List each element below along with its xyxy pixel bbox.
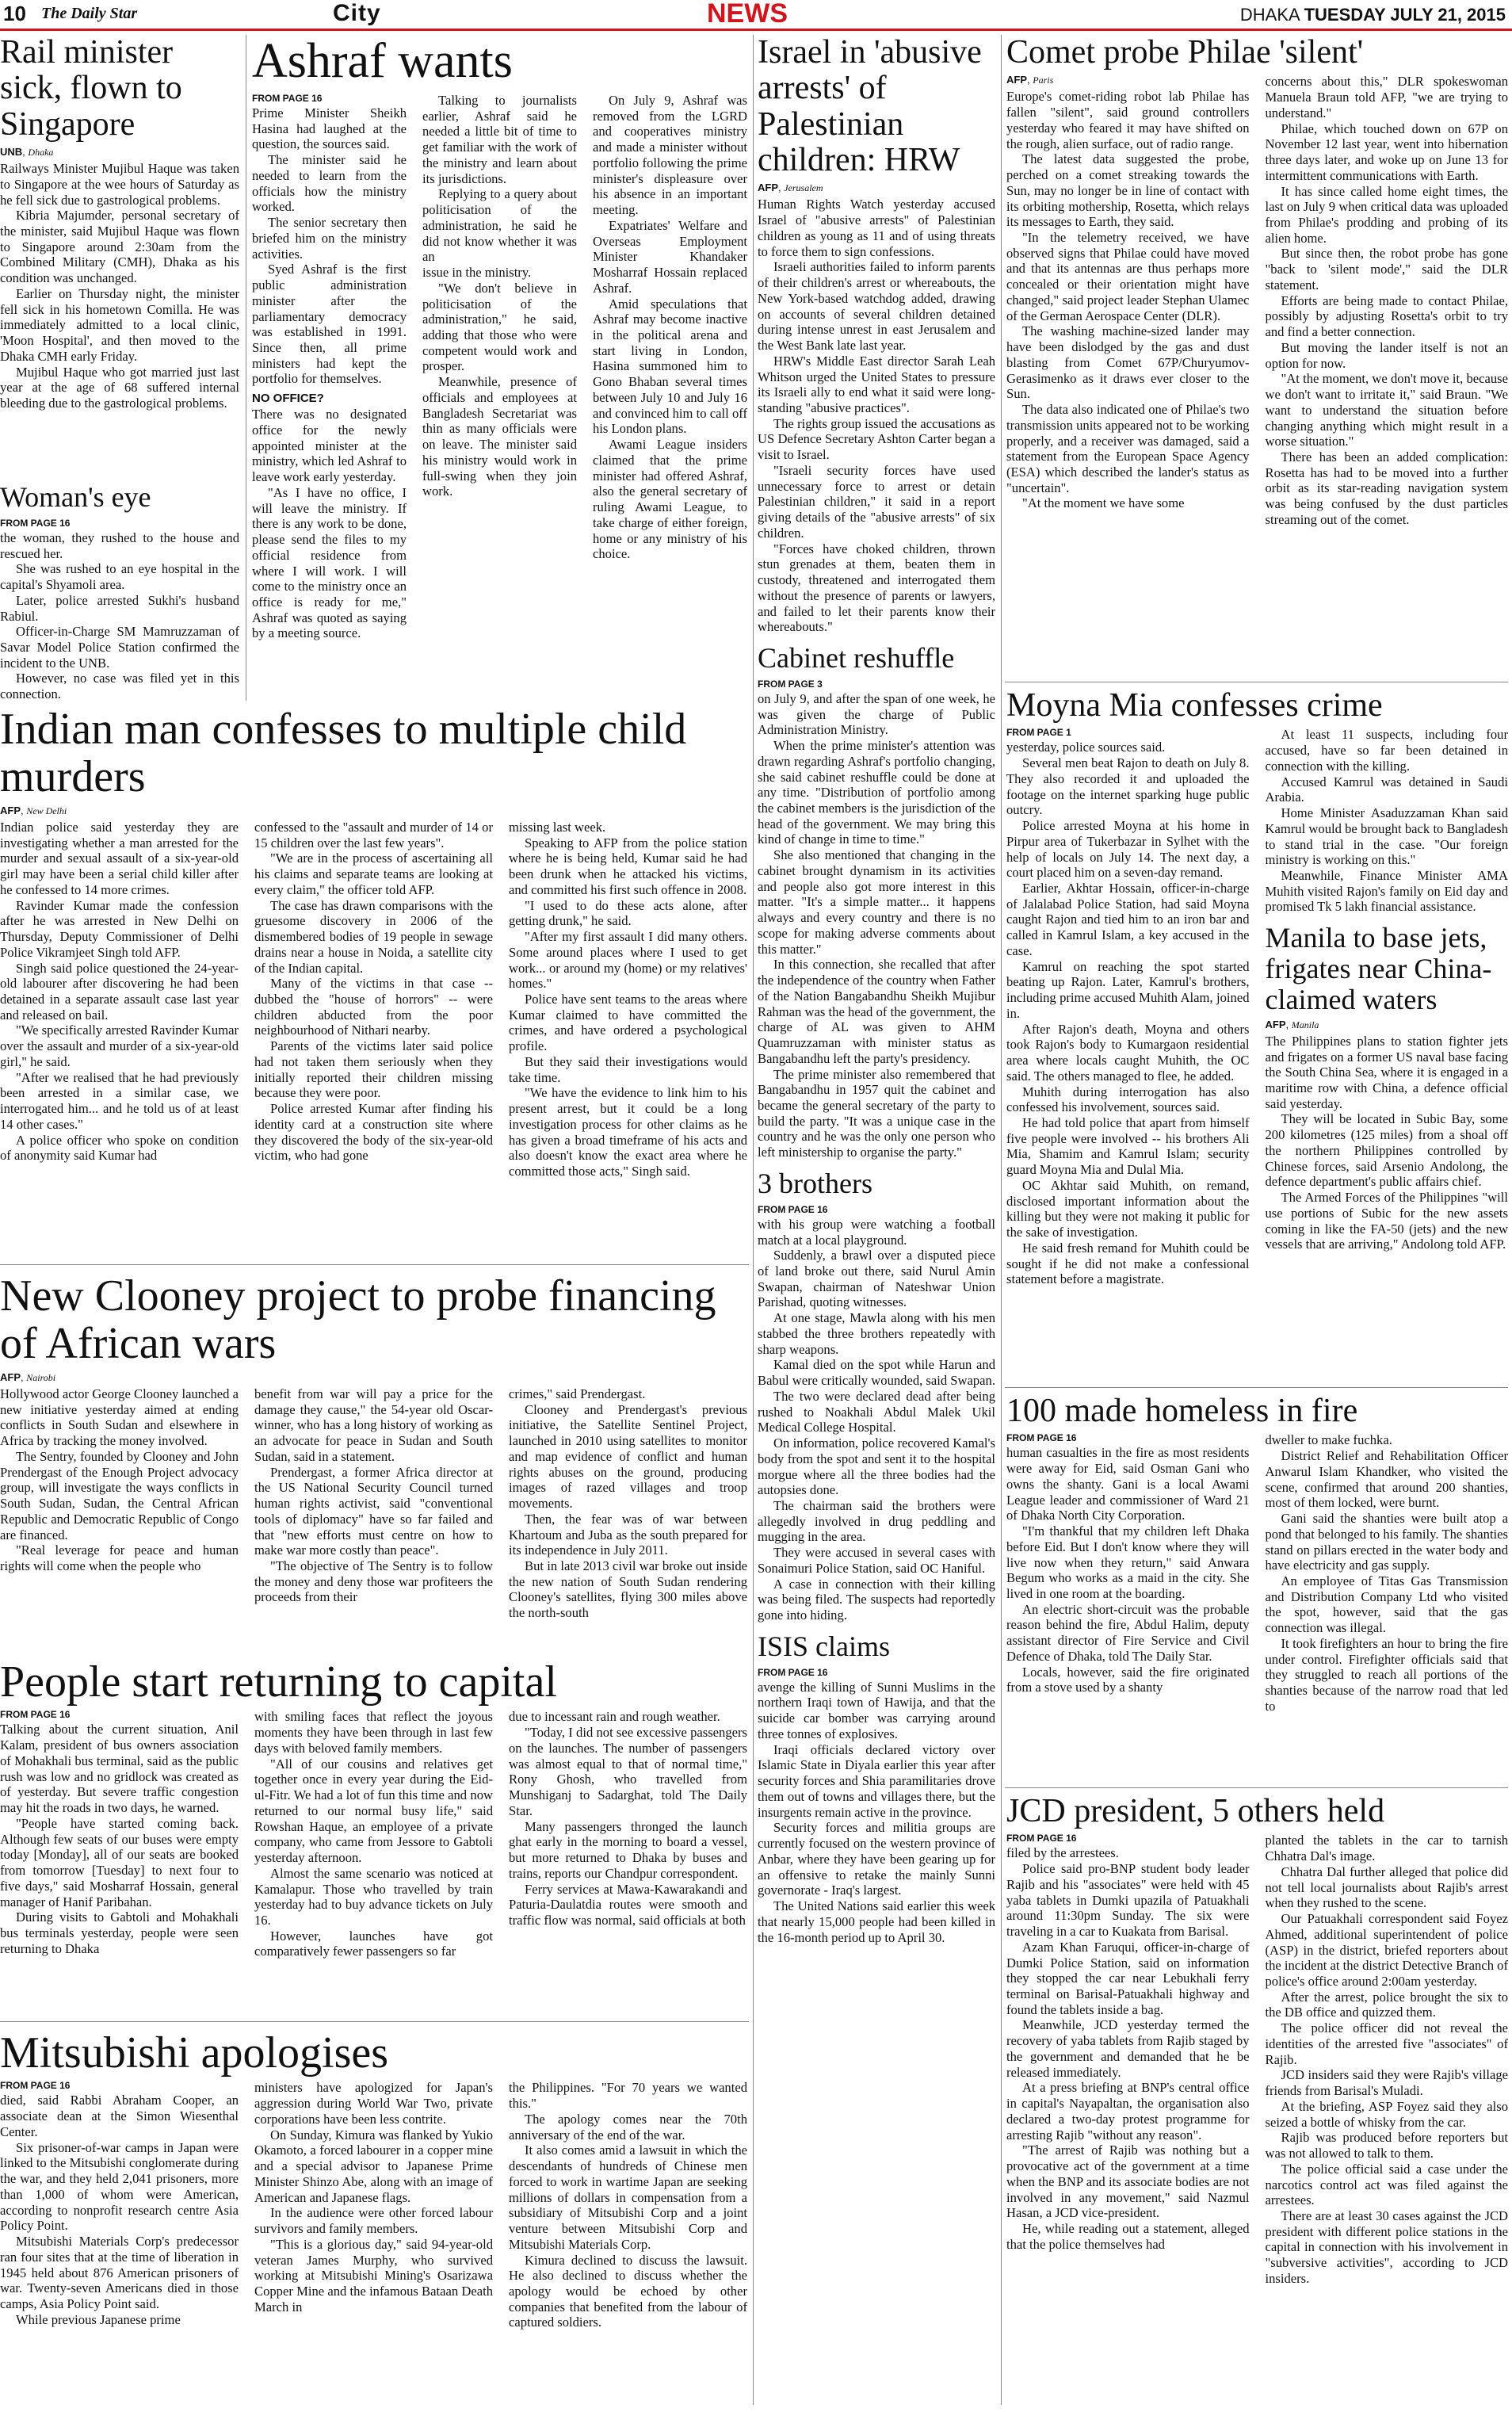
date-full: TUESDAY JULY 21, 2015 — [1304, 5, 1506, 25]
paragraph: The rights group issued the accusations as US Defence Secretary Ashton Carter began a visit to Israel. — [758, 415, 995, 463]
paragraph: The minister said he needed to learn from the officials how the ministry worked. — [252, 152, 407, 215]
paragraph: JCD insiders said they were Rajib's village friends from Barisal's Muladi. — [1265, 2067, 1508, 2099]
paragraph: benefit from war will pay a price for the damage they cause," the 54-year old Oscar-winner, who has a long history of working as an advocate for peace in Sudan and South Sudan, said in a statement. — [254, 1386, 493, 1464]
date-city: DHAKA — [1239, 5, 1300, 25]
paragraph: Earlier on Thursday night, the minister fell sick in his hometown Comilla. He was immediately admitted to a local clinic, 'Moon Hospital', and then moved to the Dhaka CMH early Friday. — [0, 285, 239, 364]
paragraph: "I used to do these acts alone, after getting drunk," he said. — [509, 897, 747, 929]
paragraph: An electric short-circuit was the probable reason behind the fire, Abdul Halim, deputy assistant director of Fire Service and Civil Defence of Dhaka, told The Daily Star. — [1006, 1601, 1250, 1664]
paragraph: Azam Khan Faruqui, officer-in-charge of Dumki Police Station, said on information they stopped the car near Lebukhali ferry terminal on Barisal-Patuakhali highway and found the tablets inside a bag. — [1006, 1939, 1250, 2017]
article-column — [254, 820, 493, 1179]
story-three-brothers — [758, 1168, 995, 1623]
paragraph: It has since called home eight times, the last on July 9 when critical data was uploaded from Philae's prodding and probing of its alien home. — [1265, 183, 1508, 246]
dateline: AFP, Nairobi — [0, 1370, 56, 1383]
paragraph: "Real leverage for peace and human rights will come when the people who — [0, 1542, 239, 1574]
paragraph: Locals, however, said the fire originated from a stove used by a shanty — [1006, 1664, 1250, 1695]
paragraph: Israeli authorities failed to inform parents of their children's arrest or whereabouts, the New York-based watchdog added, drawing on accounts of several children detained during intense unrest in east Jerusalem and the West Bank late last year. — [758, 259, 995, 354]
paragraph: He said fresh remand for Muhith could be sought if he did not make a confessional statement before a magistrate. — [1006, 1240, 1250, 1287]
story-rail-minister — [0, 35, 239, 411]
paragraph: "As I have no office, I will leave the ministry. If there is any work to be done, please send the files to my official residence from where I will work. I will come to the ministry once an office is ready for me," Ashraf was quoted as saying by a meeting source. — [252, 484, 407, 641]
paragraph: missing last week. — [509, 819, 606, 835]
paragraph: At least 11 suspects, including four accused, have so far been detained in connection with the killing. — [1265, 727, 1508, 774]
paragraph: on July 9, and after the span of one week, he was given the charge of Public Administration Ministry. — [758, 690, 995, 738]
headline: Mitsubishi apologises — [0, 2028, 389, 2078]
paragraph: "We don't believe in politicisation of the administration," he said, adding that those who were competent would work and prosper. — [422, 280, 577, 374]
paragraph: with smiling faces that reflect the joyous moments they have been through in last few days with beloved family members. — [254, 1709, 493, 1756]
paragraph: Iraqi officials declared victory over Islamic State in Diyala earlier this year after security forces and Shia paramilitaries drove them out of towns and villages there, but the insurgents remain active in the province. — [758, 1741, 995, 1820]
paragraph: They will be located in Subic Bay, some 200 kilometres (125 miles) from a shoal off the northern Philippines controlled by Chinese forces, said Arsenio Andolong, the defence department's public affairs chief. — [1265, 1111, 1508, 1190]
headline: Woman's eye — [0, 481, 151, 513]
paragraph: "In the telemetry received, we have observed signs that Philae could have moved and that its antennas are thus perhaps more concealed or their orientation might have changed," said project leader Stephan Ulamec of the German Aerospace Center (DLR). — [1006, 229, 1250, 323]
paragraph: Prime Minister Sheikh Hasina had laughed at the question, the sources said. — [252, 105, 407, 152]
category-label: NEWS — [707, 0, 788, 29]
paragraph: There has been an added complication: Rosetta has had to be moved into a further orbit as its star-reading navigation system was being confused by the dust particles streaming out of the comet. — [1265, 449, 1508, 527]
paragraph: Several men beat Rajon to death on July 8. They also recorded it and uploaded the footage on the internet sparking huge public outcry. — [1006, 755, 1250, 818]
paragraph: Philae, which touched down on 67P on November 12 last year, went into hibernation three days later, and woke up on June 13 for intermittent communications with Earth. — [1265, 120, 1508, 183]
paragraph: "Israeli security forces have used unnecessary force to arrest or detain Palestinian children," it said in a report giving details of the "abusive arrests" of six children. — [758, 462, 995, 541]
paragraph: Replying to a query about politicisation of the administration, he said he did not know whether it was an — [422, 186, 577, 265]
paragraph: Suddenly, a brawl over a disputed piece of land broke out there, said Nurul Amin Swapan, chairman of Nateshwar Union Parishad, quoting witnesses. — [758, 1248, 995, 1310]
paragraph: Many of the victims in that case -- dubbed the "house of horrors" -- were children abducted from the poor neighbourhood of Nithari nearby. — [254, 976, 493, 1038]
paragraph: District Relief and Rehabilitation Officer Anwarul Islam Khandker, who visited the scene, confirmed that around 200 shanties, most of them locked, were burnt. — [1265, 1448, 1508, 1511]
paragraph: Syed Ashraf is the first public administration minister after the parliamentary democracy was established in 1991. Since then, all prime ministers had kept the portfolio for themselves. — [252, 262, 407, 387]
paragraph: planted the tablets in the car to tarnish Chhatra Dal's image. — [1265, 1833, 1508, 1864]
paragraph: "The objective of The Sentry is to follow the money and deny those war profiteers the proceeds from their — [254, 1558, 493, 1605]
paragraph: She also mentioned that changing in the cabinet brought dynamism in its activities and people also got more interest in this matter. "It's a simple matter... it happens always and every country and there is no scope for making adverse comments about this matter." — [758, 847, 995, 957]
story-ashraf-wants — [252, 35, 747, 641]
story-womans-eye — [0, 482, 239, 702]
paragraph: Kibria Majumder, personal secretary of the minister, said Mujibul Haque was flown to Singapore around 2:30am from the Combined Military (CMH), Dhaka as his condition was unchanged. — [0, 208, 239, 286]
paragraph: The Armed Forces of the Philippines "will use portions of Subic for the new assets coming in like the FA-50 (jets) and the new vessels that are arriving," Andolong told AFP. — [1265, 1190, 1508, 1252]
story-people-returning — [0, 1658, 747, 1959]
paragraph: "At the moment we have some — [1022, 495, 1185, 511]
paragraph: the Philippines. "For 70 years we wanted this." — [509, 2080, 747, 2112]
paragraph: There are at least 30 cases against the JCD president with different police stations in the capital in connection with his involvement in "subversive activities", according to JCD insiders. — [1265, 2207, 1508, 2286]
paragraph: "Forces have choked children, thrown stun grenades at them, beaten them in custody, threatened and interrogated them without the presence of parents or lawyers, and failed to let their parents know their whereabouts." — [758, 541, 995, 635]
paragraph: Muhith during interrogation has also confessed his involvement, sources said. — [1006, 1084, 1250, 1115]
paragraph: Ravinder Kumar made the confession after he was arrested in New Delhi on Thursday, Deputy Commissioner of Delhi Police Vikramjeet Singh told AFP. — [0, 897, 239, 960]
article-column — [1266, 727, 1509, 1287]
paragraph: Earlier, Akhtar Hossain, officer-in-charge of Jalalabad Police Station, had said Moyna caught Rajon and tied him to an iron bar and called in Kamrul Islam, a key accused in the case. — [1006, 880, 1250, 958]
paragraph: The two were declared dead after being rushed to Noakhali Abdul Malek Ukil Medical College Hospital. — [758, 1388, 995, 1435]
subheading: NO OFFICE? — [252, 392, 324, 406]
paragraph: The chairman said the brothers were allegedly involved in drug peddling and mugging in the area. — [758, 1498, 995, 1545]
story-manila-jets — [1266, 923, 1509, 1252]
paragraph: Talking to journalists earlier, Ashraf said he needed a little bit of time to get familiar with the work of the ministry and learn about its jurisdictions. — [422, 92, 577, 186]
from-page-label: FROM PAGE 16 — [0, 2080, 71, 2092]
paragraph: He, while reading out a statement, alleged that the police themselves had — [1006, 2220, 1250, 2252]
paragraph: He had told police that apart from himself five people were involved -- his brothers Ali Mia, Shamim and Kamrul Islam; security guard Moyna Mia and Dulal Mia. — [1006, 1114, 1250, 1178]
article-column — [1006, 1432, 1250, 1714]
paragraph: Human Rights Watch yesterday accused Israel of "abusive arrests" of Palestinian children as young as 11 and of using threats to force them to sign confessions. — [758, 197, 995, 259]
paragraph: Indian police said yesterday they are investigating whether a man arrested for the murder and sexual assault of a six-year-old girl may have been a serial child killer after he confessed to 14 more crimes. — [0, 819, 239, 897]
paragraph: But in late 2013 civil war broke out inside the new nation of South Sudan rendering Clooney's satellites, flying 300 miles above the north-south — [509, 1558, 747, 1621]
page-number: 10 — [3, 2, 26, 25]
paragraph: avenge the killing of Sunni Muslims in the northern Iraqi town of Hawija, and that the suicide car bomber was carrying around three tonnes of explosives. — [758, 1679, 995, 1741]
paper-name: The Daily Star — [41, 5, 138, 22]
dateline-place: Paris — [1033, 75, 1054, 86]
paragraph: Amid speculations that Ashraf may become inactive in the political arena and start living in London, Hasina summoned him to Gono Bhaban several times between July 10 and July 16 and convinced him to call off his London plans. — [593, 296, 747, 437]
paragraph: A police officer who spoke on condition of anonymity said Kumar had — [0, 1132, 239, 1164]
column-rule — [753, 35, 754, 2405]
byline: AFP — [0, 804, 21, 816]
headline: Rail minister sick, flown to Singapore — [0, 34, 182, 143]
article-column — [509, 2080, 747, 2330]
dateline: UNB, Dhaka — [0, 146, 54, 159]
paragraph: Six prisoner-of-war camps in Japan were linked to the Mitsubishi conglomerate during the war, and they held 2,041 prisoners, more than 1,000 of whom were American, according to nonprofit research centre Asia Policy Point. — [0, 2139, 239, 2234]
paragraph: Gani said the shanties were built atop a pond that belonged to his family. The shanties stand on pillars erected in the water body and have electricity and gas supply. — [1265, 1511, 1508, 1573]
dateline: AFP, Paris — [1006, 74, 1054, 86]
paragraph: "The arrest of Rajib was nothing but a provocative act of the government at a time when the BNP and its associate bodies are not involved in any movement," said Nazmul Hasan, a JCD vice-president. — [1006, 2143, 1250, 2221]
article-column — [254, 1709, 493, 1959]
dateline-place: Dhaka — [28, 147, 54, 159]
story-comet-probe — [1006, 35, 1508, 528]
from-page-label: FROM PAGE 16 — [758, 1203, 828, 1215]
article-column — [1006, 727, 1250, 1287]
story-cabinet-reshuffle — [758, 643, 995, 1160]
paragraph: The senior secretary then briefed him on the ministry activities. — [252, 215, 407, 262]
paragraph: However, launches have got comparatively fewer passengers so far — [254, 1928, 493, 1959]
paragraph: Talking about the current situation, Anil Kalam, president of bus owners association of Mohakhali bus terminal, said as the public rush was low and no gridlock was created as of yesterday. But severe traffic congestion may hit the roads in two days, he warned. — [0, 1722, 239, 1816]
headline: Cabinet reshuffle — [758, 642, 955, 674]
paragraph: The washing machine-sized lander may have been dislodged by the gas and dust blasting from Comet 67P/Churyumov-Gerasimenko as it draws ever closer to the Sun. — [1006, 323, 1250, 402]
paragraph: Our Patuakhali correspondent said Foyez Ahmed, additional superintendent of police (ASP) in the district, briefed reporters about the incident at the district Detective Branch of police's office around 2:00am yesterday. — [1265, 1911, 1508, 1989]
paragraph: HRW's Middle East director Sarah Leah Whitson urged the United States to pressure its Israeli ally to end what it said were long-standing "abusive practices". — [758, 353, 995, 415]
article-column — [1266, 74, 1509, 527]
article-column — [0, 1386, 239, 1621]
paragraph: Awami League insiders claimed that the prime minister had offered Ashraf, also the general secretary of ruling Awami League, to take charge of either foreign, home or any ministry of his choice. — [593, 437, 747, 562]
article-column — [509, 1709, 747, 1959]
from-page-label: FROM PAGE 16 — [1006, 1833, 1077, 1844]
article-column — [1006, 74, 1250, 527]
paragraph: Kimura declined to discuss the lawsuit. He also declined to discuss whether the apology would be echoed by other companies that benefited from the labour of captured soldiers. — [509, 2252, 747, 2330]
article-column — [1266, 1833, 1509, 2286]
paragraph: Ferry services at Mawa-Kawarakandi and Paturia-Daulatdia routes were smooth and traffic flow was normal, said officials at both — [509, 1881, 747, 1928]
story-mitsubishi — [0, 2029, 747, 2330]
headline: Manila to base jets, frigates near China-claimed waters — [1265, 922, 1492, 1015]
article-column — [0, 1709, 239, 1959]
paragraph: The latest data suggested the probe, perched on a comet streaking towards the Sun, may no longer be in line of contact with its orbiting mothership, Rosetta, which relays its messages to Earth, they said. — [1006, 151, 1250, 230]
article-column — [0, 2080, 239, 2330]
story-israel-arrests — [758, 35, 995, 635]
paragraph: Europe's comet-riding robot lab Philae has fallen "silent", said ground controllers yesterday who feared it may have shifted on the rough, alien surface, out of radio range. — [1006, 89, 1250, 151]
paragraph: At one stage, Mawla along with his men stabbed the three brothers repeatedly with sharp weapons. — [758, 1310, 995, 1357]
section-rule — [0, 1264, 749, 1265]
paragraph: On information, police recovered Kamal's body from the spot and sent it to the hospital morgue where all the three bodies had the autopsies done. — [758, 1435, 995, 1498]
paragraph: The police officer did not reveal the identities of the arrested five "associates" of Rajib. — [1265, 2020, 1508, 2067]
from-page-label: FROM PAGE 16 — [0, 1709, 71, 1721]
section-name: City — [333, 0, 381, 26]
dateline-place: Jerusalem — [784, 182, 823, 194]
paragraph: concerns about this," DLR spokeswoman Manuela Braun told AFP, "we are trying to understand." — [1265, 74, 1508, 120]
paragraph: Then, the fear was of war between Khartoum and Juba as the south prepared for its independence in July 2011. — [509, 1511, 747, 1558]
paragraph: The United Nations said earlier this week that nearly 15,000 people had been killed in the 16-month period up to April 30. — [758, 1898, 995, 1945]
paragraph: Speaking to AFP from the police station where he is being held, Kumar said he had been drunk when he attacked his victims, and committed his first such offence in 2008. — [509, 835, 747, 897]
paragraph: Police said pro-BNP student body leader Rajib and his "associates" were held with 45 yaba tablets in Dumki upazila of Patuakhali around 11:30pm Sunday. The six were traveling in a car to Kuakata from Barisal. — [1006, 1861, 1250, 1940]
paragraph: Singh said police questioned the 24-year-old labourer after discovering he had been detained in a separate assault case last year and released on bail. — [0, 960, 239, 1023]
article-column — [0, 820, 239, 1179]
byline: UNB — [0, 146, 23, 159]
headline: 100 made homeless in fire — [1006, 1393, 1358, 1429]
paragraph: with his group were watching a football match at a local playground. — [758, 1216, 995, 1248]
paragraph: Many passengers thronged the launch ghat early in the morning to board a vessel, but more returned to Dhaka by buses and trains, reports our Chandpur correspondent. — [509, 1818, 747, 1881]
paragraph: After the arrest, police brought the six to the DB office and quizzed them. — [1265, 1989, 1508, 2020]
byline: AFP — [1265, 1018, 1286, 1030]
paragraph: Police arrested Kumar after finding his identity card at a construction site where they discovered the body of the six-year-old victim, who had gone — [254, 1101, 493, 1164]
dateline: AFP, New Delhi — [0, 804, 67, 816]
paragraph: Parents of the victims later said police had not taken them seriously when they initially reported their children missing because they were poor. — [254, 1038, 493, 1101]
paragraph: due to incessant rain and rough weather. — [509, 1709, 720, 1725]
paragraph: But moving the lander itself is not an option for now. — [1265, 339, 1508, 371]
paragraph: But they said their investigations would take time. — [509, 1053, 747, 1085]
paragraph: It also comes amid a lawsuit in which the descendants of hundreds of Chinese men forced to work in wartime Japan are seeking millions of dollars in compensation from a subsidiary of Mitsubishi Corp and a joint venture between Mitsubishi Corp and Mitsubishi Materials Corp. — [509, 2143, 747, 2252]
story-jcd-president — [1006, 1794, 1508, 2287]
paragraph: Kamrul on reaching the spot started beating up Rajon. Later, Kamrul's brothers, including prime accused Muhith Alam, joined in. — [1006, 958, 1250, 1021]
paragraph: In this connection, she recalled that after the independence of the country when Father of the Nation Bangabandhu Sheikh Mujibur Rahman was the head of the government, the charge of AL was given to AHM Quamruzzaman with minister status as Bangabandhu left the party's presidency. — [758, 957, 995, 1066]
paragraph: Efforts are being made to contact Philae, possibly by adjusting Rosetta's orbit to try and find a better connection. — [1265, 292, 1508, 340]
masthead-rule — [0, 29, 1512, 31]
paragraph: Security forces and militia groups are currently focused on the western province of Anbar, where they have been gearing up for an offensive to retake the mainly Sunni governorate - Iraq's largest. — [758, 1820, 995, 1898]
byline: AFP — [758, 182, 778, 194]
section-rule — [1005, 1387, 1508, 1388]
paragraph: yesterday, police sources said. — [1006, 740, 1166, 755]
paragraph: the woman, they rushed to the house and rescued her. — [0, 529, 239, 561]
paragraph: When the prime minister's attention was drawn regarding Ashraf's portfolio changing, she said cabinet reshuffle could be done at any time. "Distribution of portfolio among the cabinet members is the jurisdiction of the head of the government. We may bring this kind of change in time to time." — [758, 738, 995, 847]
paragraph: But since then, the robot probe has gone "back to 'silent mode'," said the DLR statement. — [1265, 246, 1508, 292]
headline: 3 brothers — [758, 1167, 872, 1199]
paragraph: filed by the arrestees. — [1006, 1845, 1119, 1861]
paragraph: Later, police arrested Sukhi's husband Rabiul. — [0, 592, 239, 624]
paragraph: "Today, I did not see excessive passengers on the launches. The number of passengers was almost equal to that of normal time," Rony Ghosh, who travelled from Munshiganj to Sadarghat, told The Daily Star. — [509, 1725, 747, 1818]
paragraph: On Sunday, Kimura was flanked by Yukio Okamoto, a forced labourer in a copper mine and a special advisor to Japanese Prime Minister Shinzo Abe, along with an image of American and Japanese flags. — [254, 2127, 493, 2205]
paragraph: On July 9, Ashraf was removed from the LGRD and cooperatives ministry and made a minister without portfolio following the prime minister's displeasure over his absence in an important meeting. — [593, 92, 747, 218]
byline: AFP — [0, 1370, 21, 1383]
paragraph: A case in connection with their killing was being filed. The suspects had reportedly gone into hiding. — [758, 1576, 995, 1623]
paragraph: confessed to the "assault and murder of 14 or 15 children over the last few years". — [254, 819, 493, 851]
story-isis-claims — [758, 1631, 995, 1945]
paragraph: crimes," said Prendergast. — [509, 1386, 646, 1401]
paragraph: Officer-in-Charge SM Mamruzzaman of Savar Model Police Station confirmed the incident to the UNB. — [0, 624, 239, 671]
paragraph: Meanwhile, presence of officials and employees at Bangladesh Secretariat was thin as many officials were on leave. The minister said his ministry would work in full-swing when they join work. — [422, 374, 577, 499]
paragraph: issue in the ministry. — [422, 265, 532, 281]
dateline: AFP, Manila — [1265, 1018, 1319, 1030]
headline: People start returning to capital — [0, 1657, 557, 1707]
from-page-label: FROM PAGE 16 — [1006, 1432, 1077, 1444]
paragraph: The Philippines plans to station fighter jets and frigates on a former US naval base facing the South China Sea, where it is engaged in a maritime row with China, a defence official said yesterday. — [1265, 1033, 1508, 1111]
paragraph: They were accused in several cases with Sonaimuri Police Station, said OC Haniful. — [758, 1545, 995, 1576]
byline: AFP — [1006, 74, 1027, 86]
column-rule — [1001, 35, 1002, 2405]
masthead — [0, 0, 1512, 27]
paragraph: "We specifically arrested Ravinder Kumar over the assault and murder of a six-year-old girl," he said. — [0, 1023, 239, 1069]
section-rule — [0, 2021, 749, 2022]
dateline-place: New Delhi — [26, 805, 67, 816]
paragraph: The apology comes near the 70th anniversary of the end of the war. — [509, 2111, 747, 2143]
issue-date — [1240, 5, 1506, 25]
dateline-place: Nairobi — [26, 1371, 56, 1383]
paragraph: Railways Minister Mujibul Haque was taken to Singapore at the wee hours of Saturday as he fell sick due to gastrological problems. — [0, 161, 239, 208]
article-column — [422, 93, 577, 641]
from-page-label: FROM PAGE 3 — [758, 678, 823, 690]
paragraph: Mujibul Haque who got married just last year at the age of 68 suffered internal bleeding due to the gastrological problems. — [0, 364, 239, 411]
paragraph: Prendergast, a former Africa director at the US National Security Council turned human rights activist, said "conventional tools of diplomacy" have so far failed and that "new efforts must centre on how to make war more costly than peace". — [254, 1464, 493, 1558]
paragraph: dweller to make fuchka. — [1265, 1432, 1392, 1448]
paragraph: Police have sent teams to the areas where Kumar claimed to have committed the crimes, and have ordered a psychological profile. — [509, 992, 747, 1054]
paragraph: "We have the evidence to link him to his present arrest, but it could be a long investigation process for other claims as he has given a broad timeframe of his acts and also doesn't know the exact area where he committed those acts," Singh said. — [509, 1085, 747, 1179]
paragraph: The case has drawn comparisons with the gruesome discovery in 2006 of the dismembered bodies of 19 people in sewage drains near a house in Noida, a satellite city of the Indian capital. — [254, 897, 493, 976]
paragraph: Kamal died on the spot while Harun and Babul were critically wounded, said Swapan. — [758, 1357, 995, 1389]
paragraph: The Sentry, founded by Clooney and John Prendergast of the Enough Project advocacy group, will investigate the ways conflicts in South Sudan, Sudan, the Central African Republic and Democratic Republic of Congo are financed. — [0, 1448, 239, 1542]
paragraph: ministers have apologized for Japan's aggression during World War Two, private corporations have been less contrite. — [254, 2080, 493, 2127]
paragraph: Chhatra Dal further alleged that police did not tell local journalists about Rajib's arrest when they rushed to the scene. — [1265, 1863, 1508, 1911]
paragraph: Expatriates' Welfare and Overseas Employment Minister Khandaker Mosharraf Hossain replaced Ashraf. — [593, 217, 747, 296]
story-homeless-fire — [1006, 1393, 1508, 1714]
paragraph: Clooney and Prendergast's previous initiative, the Satellite Sentinel Project, launched in 2010 using satellites to monitor and map evidence of conflict and human rights abuses on the ground, producing images of razed villages and troop movements. — [509, 1401, 747, 1512]
section-rule — [1005, 1787, 1508, 1788]
paragraph: While previous Japanese prime — [16, 2311, 181, 2327]
paragraph: died, said Rabbi Abraham Cooper, an associate dean at the Simon Wiesenthal Center. — [0, 2093, 239, 2139]
headline: New Clooney project to probe financing of African wars — [0, 1271, 716, 1369]
paragraph: Home Minister Asaduzzaman Khan said Kamrul would be brought back to Bangladesh to stand trial in the case. "Our foreign ministry is working on this." — [1265, 805, 1508, 868]
from-page-label: FROM PAGE 16 — [758, 1666, 828, 1678]
paragraph: "After my first assault I did many others. Some around places where I used to get work... or around my (home) or my relatives' homes." — [509, 929, 747, 992]
story-clooney-project — [0, 1272, 747, 1621]
paragraph: An employee of Titas Gas Transmission and Distribution Company Ltd who visited the spot, however, said that the gas connection was illegal. — [1265, 1573, 1508, 1636]
column-middle — [758, 35, 995, 1945]
paragraph: "This is a glorious day," said 94-year-old veteran James Murphy, who survived working at Mitsubishi Mining's Osarizawa Copper Mine and the infamous Bataan Death March in — [254, 2236, 493, 2315]
headline: Ashraf wants — [252, 34, 513, 88]
paragraph: There was no designated office for the newly appointed minister at the ministry, which led Ashraf to leave work early yesterday. — [252, 407, 407, 485]
article-column — [593, 93, 747, 641]
headline: Comet probe Philae 'silent' — [1006, 34, 1364, 71]
paragraph: However, no case was filed yet in this connection. — [0, 671, 239, 702]
paragraph: After Rajon's death, Moyna and others took Rajon's body to Kumargaon residential area where locals caught Muhith, the OC said. The others managed to flee, he added. — [1006, 1021, 1250, 1084]
article-column — [509, 1386, 747, 1621]
from-page-label: FROM PAGE 16 — [0, 517, 71, 529]
story-moyna-mia — [1006, 688, 1508, 1287]
story-indian-man — [0, 705, 747, 1179]
dateline-place: Manila — [1291, 1019, 1319, 1030]
paragraph: The prime minister also remembered that Bangabandhu in 1957 quit the cabinet and became the general secretary of the party to build the party. "It was a unique case in the country and he was the only one person who left ministership to organise the party." — [758, 1066, 995, 1160]
article-column — [254, 1386, 493, 1621]
paragraph: The data also indicated one of Philae's two transmission units appeared not to be working properly, and a receiver was damaged, said a statement from the European Space Agency (ESA) which described the lander's status as "uncertain". — [1006, 402, 1250, 495]
paragraph: "At the moment, we don't move it, because we don't want to irritate it," said Braun. "We want to understand the situation before changing anything which might result in a worse situation." — [1265, 371, 1508, 449]
paragraph: OC Akhtar said Muhith, on remand, disclosed important information about the killing but they were not making it public for the sake of investigation. — [1006, 1177, 1250, 1240]
article-column — [252, 93, 407, 641]
paragraph: Meanwhile, JCD yesterday termed the recovery of yaba tablets from Rajib staged by the government and demanded that he be released immediately. — [1006, 2017, 1250, 2080]
paragraph: "All of our cousins and relatives get together once in every year during the Eid-ul-Fitr. We had a lot of fun this time and now returned to our normal busy life," said Rowshan Haque, an employee of a private company, who came from Jessore to Gabtoli yesterday afternoon. — [254, 1756, 493, 1866]
paragraph: "After we realised that he had previously been arrested in a similar case, we interrogated him... and he told us of at least 14 other cases." — [0, 1069, 239, 1132]
paragraph: During visits to Gabtoli and Mohakhali bus terminals yesterday, people were seen returning to Dhaka — [0, 1909, 239, 1956]
article-column — [254, 2080, 493, 2330]
headline: Indian man confesses to multiple child murders — [0, 705, 687, 802]
paragraph: Accused Kamrul was detained in Saudi Arabia. — [1265, 774, 1508, 805]
headline: ISIS claims — [758, 1630, 890, 1662]
dateline: AFP, Jerusalem — [758, 182, 823, 194]
paragraph: "I'm thankful that my children left Dhaka before Eid. But I don't know where they will live now when they return," said Anwara Begum who works as a maid in the city. She lived in one room at the boarding. — [1006, 1523, 1250, 1601]
paragraph: Mitsubishi Materials Corp's predecessor ran four sites that at the time of liberation in 1945 held about 876 American prisoners of war. Twenty-seven Americans died in those camps, Asia Policy Point said. — [0, 2234, 239, 2312]
headline: Moyna Mia confesses crime — [1006, 687, 1383, 724]
from-page-label: FROM PAGE 1 — [1006, 727, 1071, 739]
paragraph: human casualties in the fire as most residents were away for Eid, said Osman Gani who owns the shanty. Gani is a local Awami League leader and commissioner of Ward 21 of Dhaka North City Corporation. — [1006, 1445, 1250, 1523]
paragraph: At a press briefing at BNP's central office in capital's Nayapaltan, the organisation also declared a two-day protest programme for arresting Rajib "without any reason". — [1006, 2080, 1250, 2143]
paragraph: In the audience were other forced labour survivors and family members. — [254, 2205, 493, 2237]
paragraph: Rajib was produced before reporters but was not allowed to talk to them. — [1265, 2130, 1508, 2162]
paragraph: The police official said a case under the narcotics control act was filed against the arrestees. — [1265, 2161, 1508, 2208]
paragraph: Police arrested Moyna at his home in Pirpur area of Tukerbazar in Sylhet with the help of locals on July 14. The next day, a court placed him on a seven-day remand. — [1006, 818, 1250, 881]
paragraph: Meanwhile, Finance Minister AMA Muhith visited Rajon's family on Eid day and promised Tk 5 lakh financial assistance. — [1265, 867, 1508, 915]
article-column — [1266, 1432, 1509, 1714]
article-column — [1006, 1833, 1250, 2286]
paragraph: Almost the same scenario was noticed at Kamalapur. Those who travelled by train yesterday had to buy advance tickets on July 16. — [254, 1865, 493, 1928]
paragraph: She was rushed to an eye hospital in the capital's Shyamoli area. — [0, 561, 239, 593]
headline: JCD president, 5 others held — [1006, 1793, 1385, 1829]
paragraph: "We are in the process of ascertaining all his claims and separate teams are looking at every claim," the officer told AFP. — [254, 851, 493, 897]
paragraph: Hollywood actor George Clooney launched a new initiative yesterday aimed at ending conflicts in South Sudan and elsewhere in Africa by tracking the money involved. — [0, 1386, 239, 1449]
from-page-label: FROM PAGE 16 — [252, 92, 323, 104]
paragraph: At the briefing, ASP Foyez said they also seized a bottle of whisky from the car. — [1265, 2098, 1508, 2130]
article-column — [509, 820, 747, 1179]
paragraph: "People have started coming back. Although few seats of our buses were empty today [Monday], all of our seats are booked from tomorrow [Tuesday] to next four to five days," said Mosharraf Hossain, general manager of Hanif Paribahan. — [0, 1815, 239, 1909]
paragraph: It took firefighters an hour to bring the fire under control. Firefighter officials said that they struggled to reach all portions of the shanties because of the narrow road that led to — [1265, 1635, 1508, 1714]
headline: Israel in 'abusive arrests' of Palestinian children: HRW — [758, 34, 982, 179]
